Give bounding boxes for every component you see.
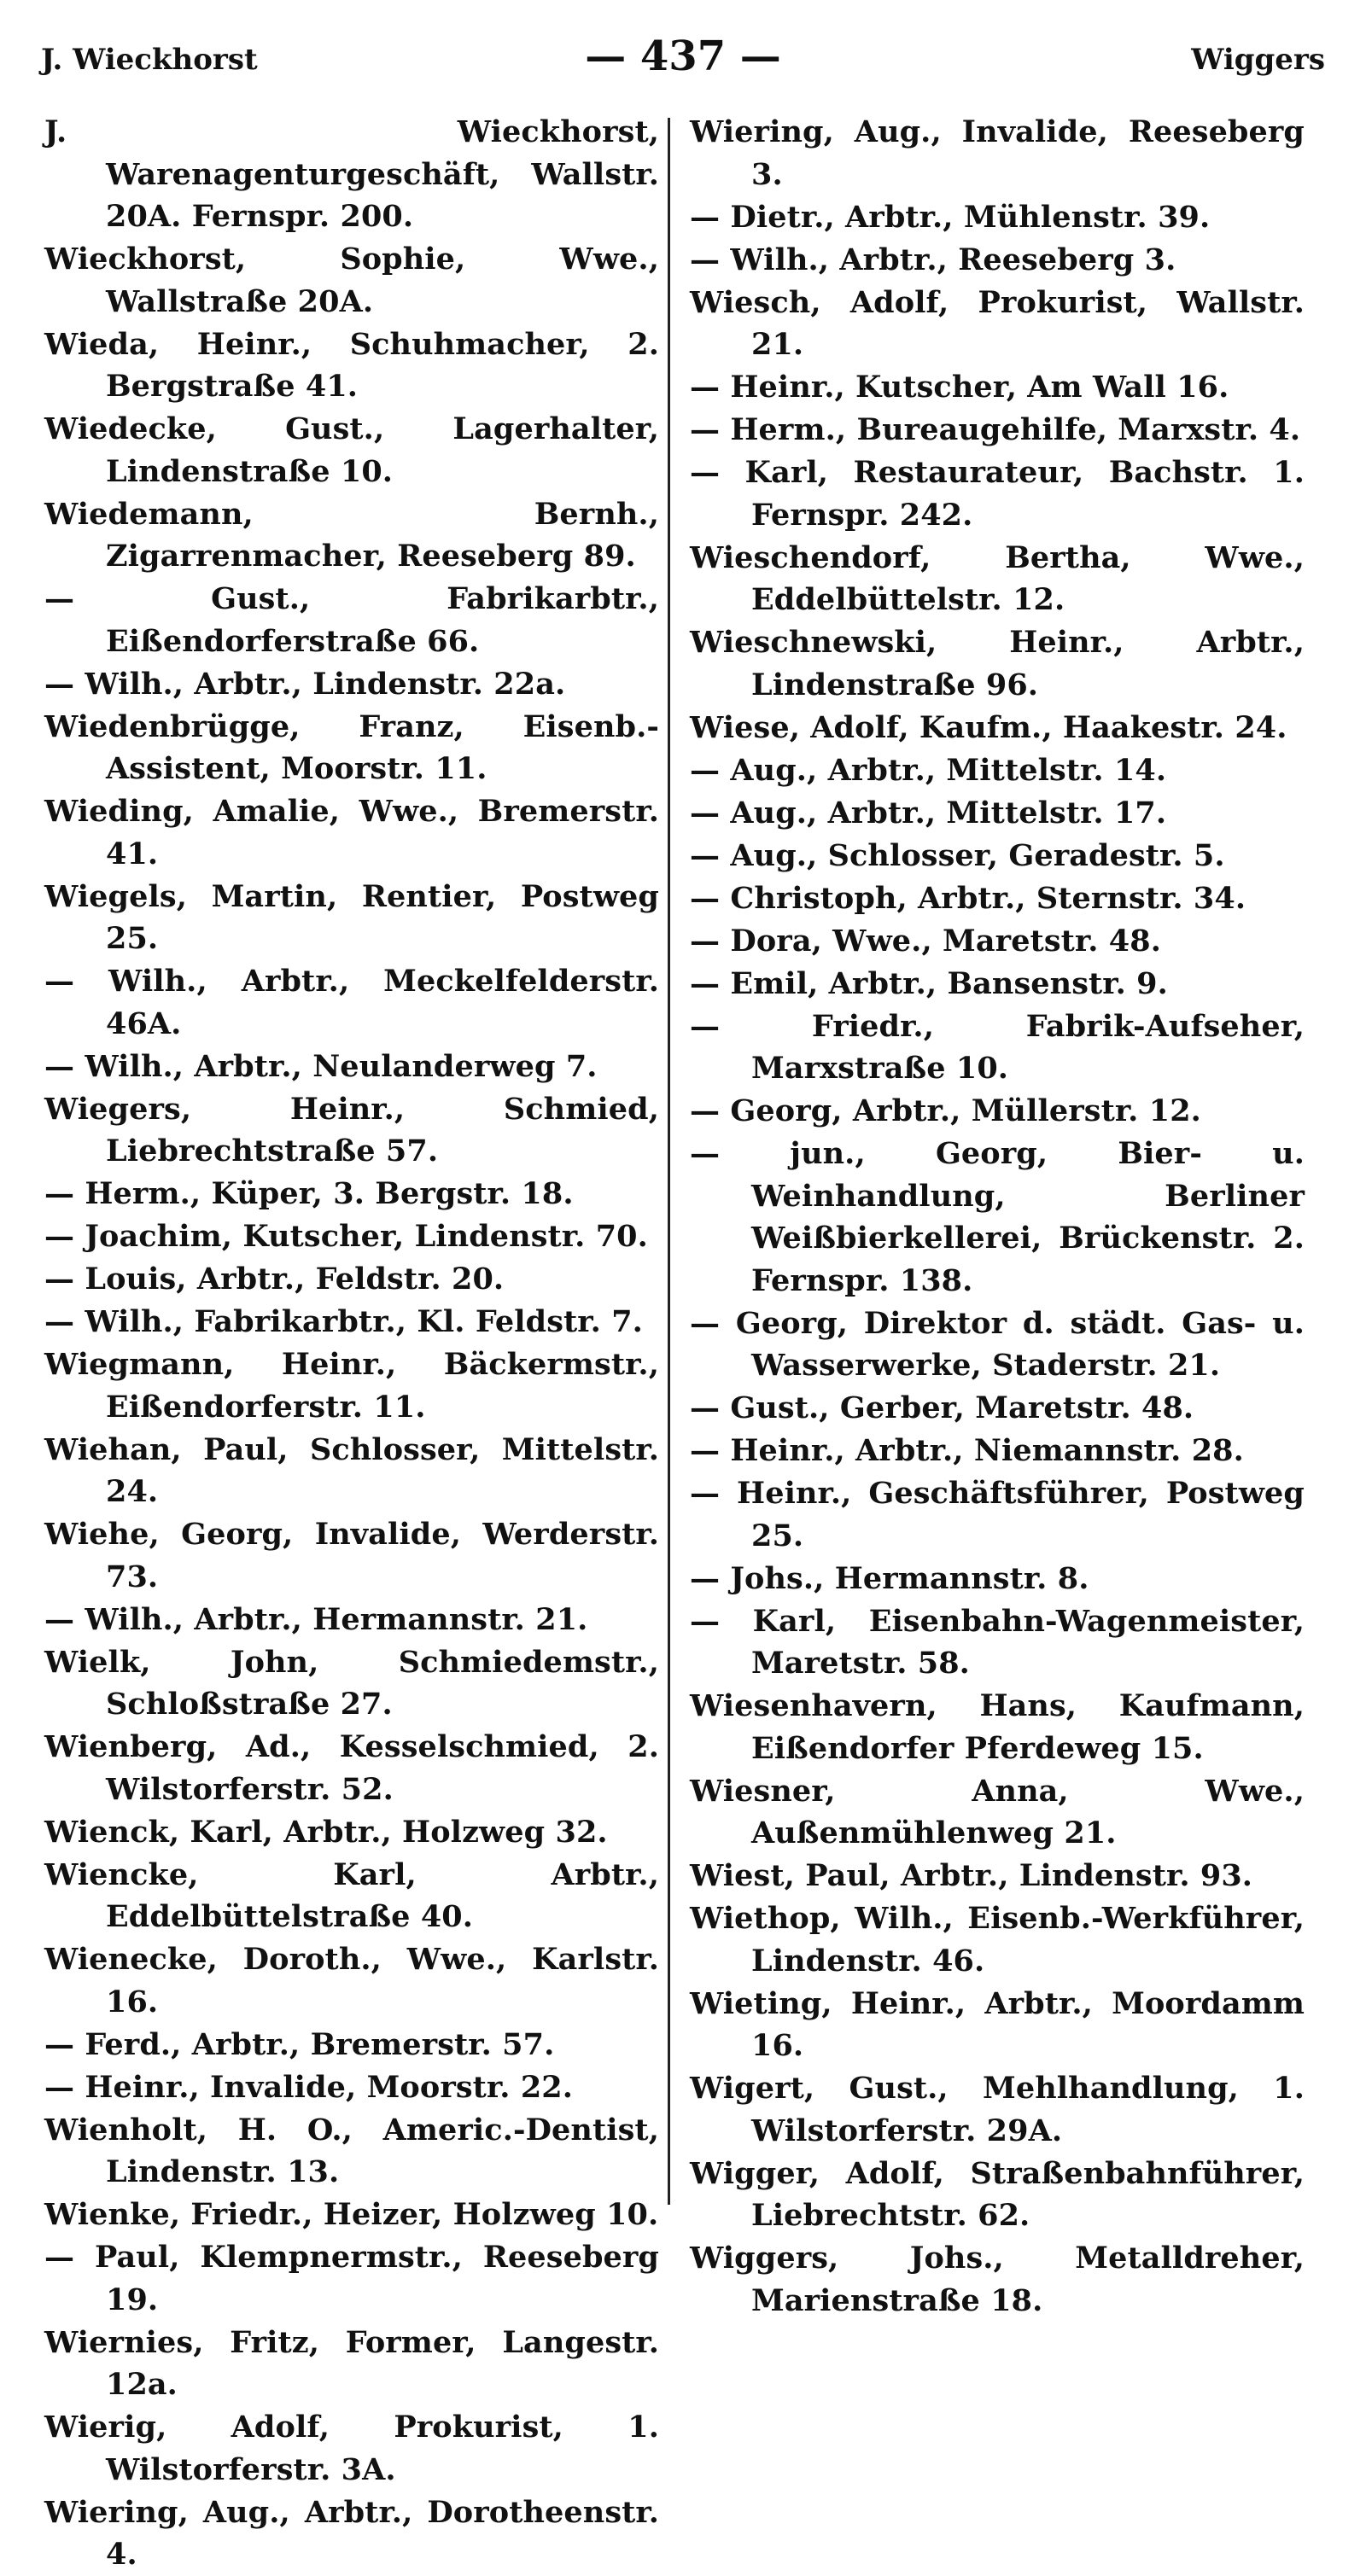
header-left-catchword: J. Wieckhorst (41, 43, 258, 77)
list-item: — Paul, Klempnermstr., Reeseberg 19. (44, 2240, 659, 2317)
list-item: — Joachim, Kutscher, Lindenstr. 70. (44, 1219, 648, 1254)
list-item: — Heinr., Kutscher, Am Wall 16. (690, 370, 1229, 405)
list-item: Wieschendorf, Bertha, Wwe., Eddelbüttelstr. 12. (690, 539, 1305, 617)
list-item: — Wilh., Arbtr., Neulanderweg 7. (44, 1048, 598, 1084)
list-item: Wiegers, Heinr., Schmied, Liebrechtstraße 57. (44, 1091, 659, 1169)
list-item: — jun., Georg, Bier- u. Weinhandlung, Berliner Weißbierkellerei, Brückenstr. 2. Fernspr. 138. (690, 1136, 1305, 1298)
list-item: Wiggers, Johs., Metalldreher, Marienstraße 18. (690, 2241, 1305, 2318)
list-item: — Herm., Küper, 3. Bergstr. 18. (44, 1176, 574, 1211)
list-item: Wiering, Aug., Arbtr., Dorotheenstr. 4. (44, 2494, 659, 2572)
list-item: Wiehan, Paul, Schlosser, Mittelstr. 24. (44, 1431, 659, 1509)
list-item: Wieting, Heinr., Arbtr., Moordamm 16. (690, 1985, 1305, 2063)
list-item: Wiedenbrügge, Franz, Eisenb.-Assistent, Moorstr. 11. (44, 708, 659, 786)
left-column (44, 111, 659, 2576)
list-item: — Gust., Fabrikarbtr., Eißendorferstraße 66. (44, 581, 659, 659)
list-item: — Christoph, Arbtr., Sternstr. 34. (690, 880, 1246, 916)
list-item: Wienck, Karl, Arbtr., Holzweg 32. (44, 1814, 608, 1850)
list-item: Wieda, Heinr., Schuhmacher, 2. Bergstraße 41. (44, 326, 659, 404)
page-number: — 437 — (585, 32, 781, 80)
list-item: — Karl, Restaurateur, Bachstr. 1. Fernspr. 242. (690, 455, 1305, 533)
list-item: Wieckhorst, Sophie, Wwe., Wallstraße 20A. (44, 242, 659, 319)
list-item: Wielk, John, Schmiedemstr., Schloßstraße 27. (44, 1644, 659, 1722)
list-item: — Georg, Direktor d. städt. Gas- u. Wasserwerke, Staderstr. 21. (690, 1305, 1305, 1383)
list-item: Wiernies, Fritz, Former, Langestr. 12a. (44, 2324, 659, 2402)
list-item: — Aug., Schlosser, Geradestr. 5. (690, 837, 1225, 873)
list-item: Wieding, Amalie, Wwe., Bremerstr. 41. (44, 794, 659, 871)
list-item: — Wilh., Arbtr., Hermannstr. 21. (44, 1601, 588, 1637)
page-header (41, 32, 1325, 84)
list-item: Wienke, Friedr., Heizer, Holzweg 10. (44, 2197, 659, 2232)
list-item: — Wilh., Arbtr., Lindenstr. 22a. (44, 666, 566, 702)
list-item: — Louis, Arbtr., Feldstr. 20. (44, 1262, 505, 1297)
list-item: — Heinr., Geschäftsführer, Postweg 25. (690, 1476, 1305, 1553)
list-item: — Karl, Eisenbahn-Wagenmeister, Maretstr. 58. (690, 1603, 1305, 1681)
list-item: — Friedr., Fabrik-Aufseher, Marxstraße 10. (690, 1008, 1305, 1086)
list-item: Wiest, Paul, Arbtr., Lindenstr. 93. (690, 1858, 1253, 1893)
list-item: Wiencke, Karl, Arbtr., Eddelbüttelstraße 40. (44, 1856, 659, 1934)
list-item: Wiesner, Anna, Wwe., Außenmühlenweg 21. (690, 1773, 1305, 1850)
list-item: — Dora, Wwe., Maretstr. 48. (690, 923, 1161, 959)
list-item: — Dietr., Arbtr., Mühlenstr. 39. (690, 199, 1211, 235)
list-item: J. Wieckhorst, Warenagenturgeschäft, Wallstr. 20A. Fernspr. 200. (44, 114, 659, 234)
list-item: Wienecke, Doroth., Wwe., Karlstr. 16. (44, 1942, 659, 2019)
list-item: Wiesch, Adolf, Prokurist, Wallstr. 21. (690, 284, 1305, 362)
list-item: Wiegmann, Heinr., Bäckermstr., Eißendorferstr. 11. (44, 1347, 659, 1425)
list-item: Wigert, Gust., Mehlhandlung, 1. Wilstorferstr. 29A. (690, 2071, 1305, 2148)
list-item: Wiesenhavern, Hans, Kaufmann, Eißendorfer Pferdeweg 15. (690, 1688, 1305, 1766)
list-item: Wierig, Adolf, Prokurist, 1. Wilstorferstr. 3A. (44, 2410, 659, 2487)
list-item: — Georg, Arbtr., Müllerstr. 12. (690, 1093, 1201, 1128)
list-item: Wiering, Aug., Invalide, Reeseberg 3. (690, 114, 1305, 192)
list-item: Wienberg, Ad., Kesselschmied, 2. Wilstorferstr. 52. (44, 1729, 659, 1807)
list-item: Wiegels, Martin, Rentier, Postweg 25. (44, 878, 659, 956)
list-item: — Wilh., Arbtr., Meckelfelderstr. 46A. (44, 964, 659, 1041)
list-item: Wiedecke, Gust., Lagerhalter, Lindenstraße 10. (44, 411, 659, 489)
list-item: — Ferd., Arbtr., Bremerstr. 57. (44, 2026, 555, 2062)
list-item: — Wilh., Fabrikarbtr., Kl. Feldstr. 7. (44, 1304, 643, 1339)
list-item: Wiehe, Georg, Invalide, Werderstr. 73. (44, 1517, 659, 1594)
header-right-catchword: Wiggers (1191, 43, 1325, 77)
list-item: — Gust., Gerber, Maretstr. 48. (690, 1390, 1194, 1425)
list-item: — Herm., Bureaugehilfe, Marxstr. 4. (690, 412, 1301, 447)
list-item: — Heinr., Arbtr., Niemannstr. 28. (690, 1433, 1244, 1468)
list-item: Wienholt, H. O., Americ.-Dentist, Lindenstr. 13. (44, 2112, 659, 2189)
list-item: — Emil, Arbtr., Bansenstr. 9. (690, 965, 1168, 1001)
list-item: Wiese, Adolf, Kaufm., Haakestr. 24. (690, 709, 1287, 745)
list-item: — Aug., Arbtr., Mittelstr. 14. (690, 752, 1167, 788)
list-item: — Aug., Arbtr., Mittelstr. 17. (690, 795, 1167, 830)
list-item: — Johs., Hermannstr. 8. (690, 1560, 1089, 1596)
list-item: Wiedemann, Bernh., Zigarrenmacher, Reeseberg 89. (44, 496, 659, 574)
list-item: — Heinr., Invalide, Moorstr. 22. (44, 2069, 574, 2105)
list-item: Wigger, Adolf, Straßenbahnführer, Liebrechtstr. 62. (690, 2155, 1305, 2233)
list-item: Wiethop, Wilh., Eisenb.-Werkführer, Lindenstr. 46. (690, 1901, 1305, 1979)
list-item: Wieschnewski, Heinr., Arbtr., Lindenstraße 96. (690, 625, 1305, 702)
column-divider (668, 118, 670, 2205)
right-column (690, 111, 1305, 2322)
list-item: — Wilh., Arbtr., Reeseberg 3. (690, 242, 1176, 277)
